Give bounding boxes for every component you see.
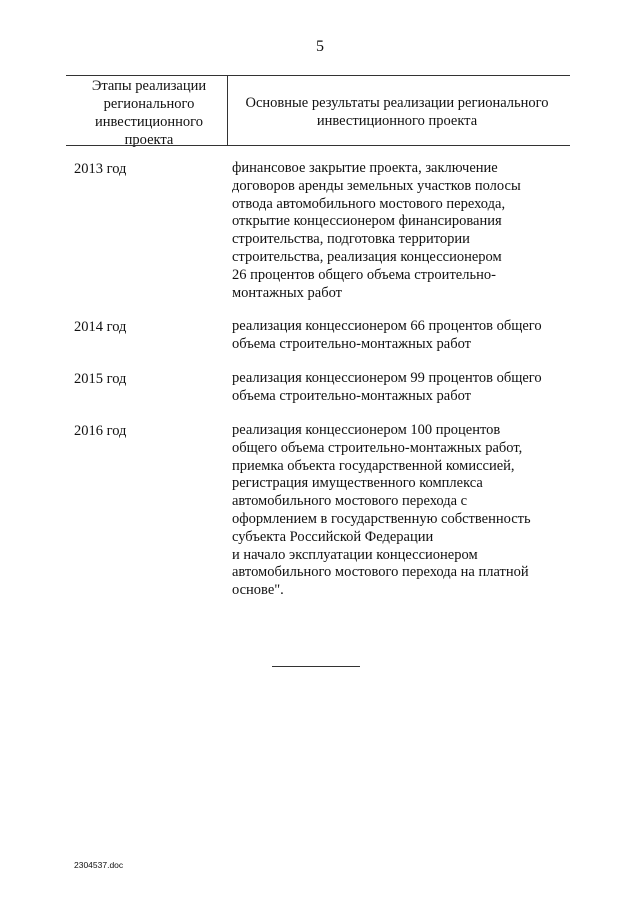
row-year-2014: 2014 год <box>74 319 127 335</box>
document-end-line <box>272 666 360 667</box>
table-header-bottom-rule <box>66 145 570 146</box>
row-year-2013: 2013 год <box>74 161 127 177</box>
footer-file-name: 2304537.doc <box>74 860 124 870</box>
header-results: Основные результаты реализации регионального инвестиционного проекта <box>245 95 549 129</box>
row-text-2014: реализация концессионером 66 процентов общего объема строительно-монтажных работ <box>232 318 542 352</box>
row-text-2015: реализация концессионером 99 процентов общего объема строительно-монтажных работ <box>232 370 542 404</box>
row-year-2015: 2015 год <box>74 371 127 387</box>
page-number: 5 <box>316 38 324 55</box>
header-stages: Этапы реализации регионального инвестиционного проекта <box>91 78 207 148</box>
row-text-2016: реализация концессионером 100 процентов общего объема строительно-монтажных работ, приемка объекта государственной комиссией, регистрация имущественного комплекса автомобильного мостового перехода с оформлением в государственную собственность субъекта Российской Федерации и начало эксплуатации концессионером автомобильного мостового перехода на платной основе". <box>232 422 531 599</box>
row-year-2016: 2016 год <box>74 423 127 439</box>
row-text-2013: финансовое закрытие проекта, заключение договоров аренды земельных участков полосы отвода автомобильного мостового перехода, открытие концессионером финансирования строительства, подготовка территории строительства, реализация концессионером 26 процентов общего объема строительно- монтажных работ <box>232 160 521 301</box>
table-top-rule <box>66 75 570 76</box>
